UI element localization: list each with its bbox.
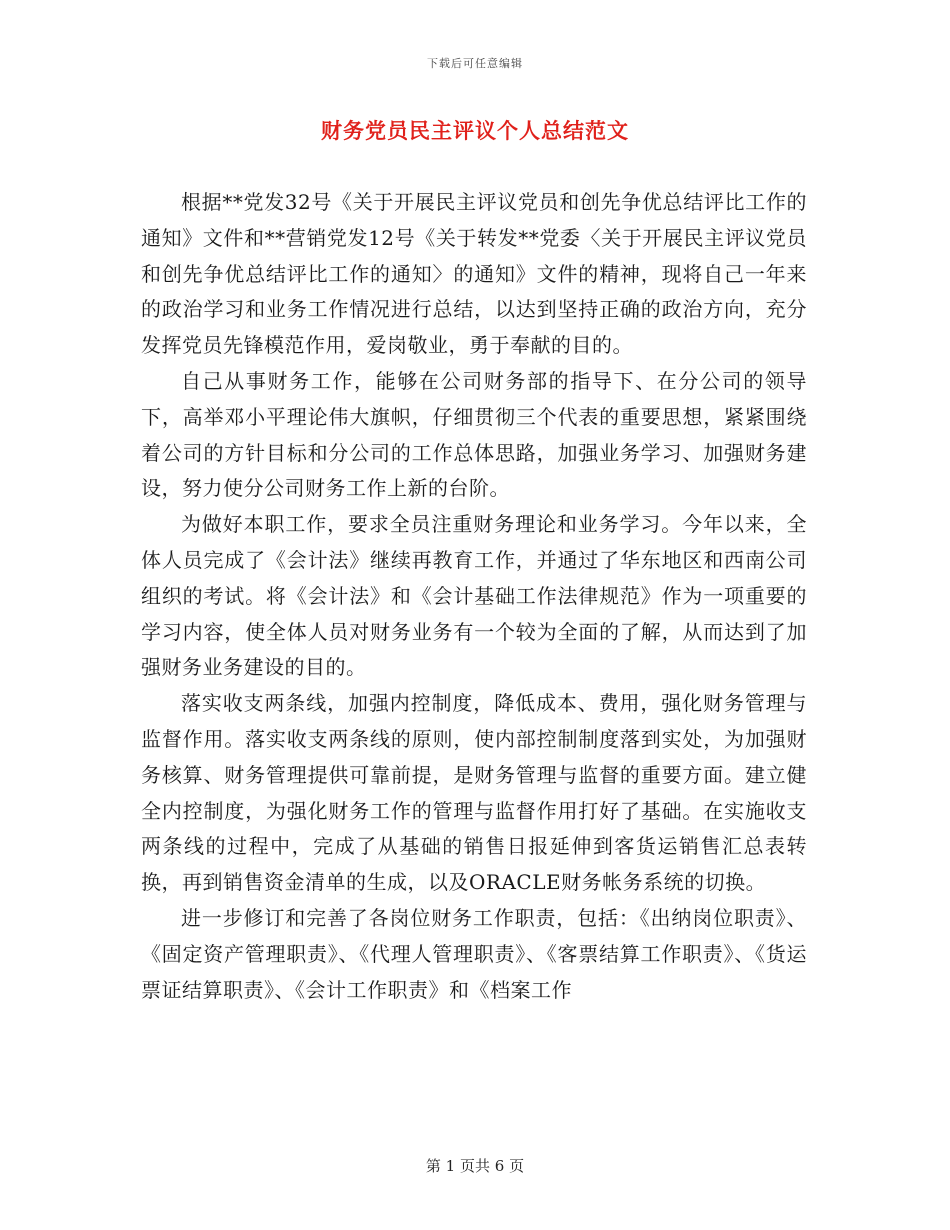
page-number: 第 1 页共 6 页 — [425, 1157, 525, 1175]
document-body — [141, 185, 807, 1008]
paragraph: 落实收支两条线，加强内控制度，降低成本、费用，强化财务管理与监督作用。落实收支两条线的原则，使内部控制制度落到实处，为加强财务核算、财务管理提供可靠前提，是财务管理与监督的重要方面。建立健全内控制度，为强化财务工作的管理与监督作用打好了基础。在实施收支两条线的过程中，完成了从基础的销售日报延伸到客货运销售汇总表转换，再到销售资金清单的生成，以及ORACLE财务帐务系统的切换。 — [141, 691, 807, 895]
paragraph: 自己从事财务工作，能够在公司财务部的指导下、在分公司的领导下，高举邓小平理论伟大旗帜，仔细贯彻三个代表的重要思想，紧紧围绕着公司的方针目标和分公司的工作总体思路，加强业务学习、加强财务建设，努力使分公司财务工作上新的台阶。 — [141, 368, 807, 501]
document-title: 财务党员民主评议个人总结范文 — [321, 118, 629, 143]
paragraph: 为做好本职工作，要求全员注重财务理论和业务学习。今年以来，全体人员完成了《会计法》继续再教育工作，并通过了华东地区和西南公司组织的考试。将《会计法》和《会计基础工作法律规范》作为一项重要的学习内容，使全体人员对财务业务有一个较为全面的了解，从而达到了加强财务业务建设的目的。 — [141, 512, 807, 680]
header-note: 下载后可任意编辑 — [427, 57, 523, 70]
paragraph: 根据**党发32号《关于开展民主评议党员和创先争优总结评比工作的通知》文件和**营销党发12号《关于转发**党委〈关于开展民主评议党员和创先争优总结评比工作的通知〉的通知》文件的精神，现将自己一年来的政治学习和业务工作情况进行总结，以达到坚持正确的政治方向，充分发挥党员先锋模范作用，爱岗敬业，勇于奉献的目的。 — [141, 190, 807, 358]
paragraph: 进一步修订和完善了各岗位财务工作职责，包括：《出纳岗位职责》、《固定资产管理职责》、《代理人管理职责》、《客票结算工作职责》、《货运票证结算职责》、《会计工作职责》和《档案工作 — [141, 905, 807, 1002]
